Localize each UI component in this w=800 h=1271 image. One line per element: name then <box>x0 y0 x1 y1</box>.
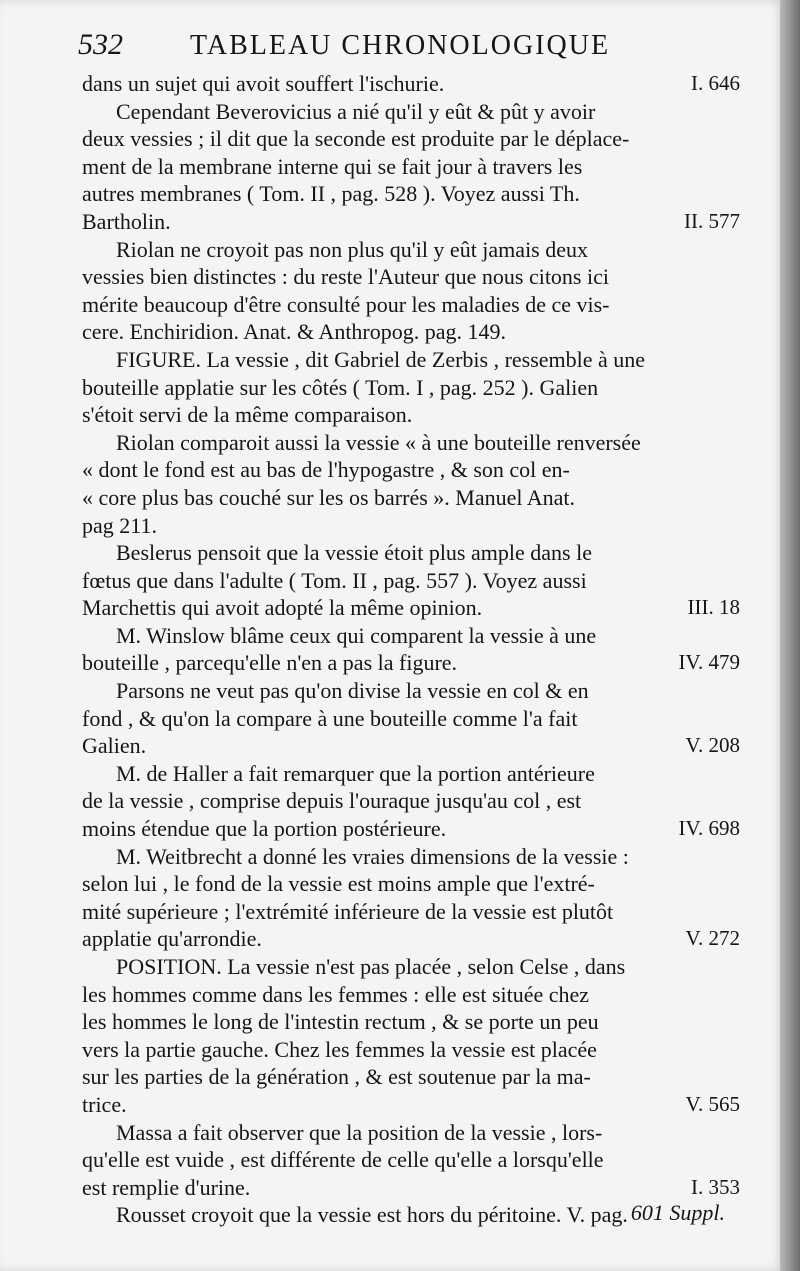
text-body <box>82 70 740 1229</box>
text-line <box>82 787 740 815</box>
text-line <box>82 594 740 622</box>
text-line <box>82 180 740 208</box>
line-text: vessies bien distinctes : du reste l'Auteur que nous citons ici <box>82 264 609 290</box>
page-number: 532 <box>78 28 123 61</box>
text-line <box>82 236 740 264</box>
line-text: « dont le fond est au bas de l'hypogastre , & son col en- <box>82 457 570 483</box>
text-line <box>82 567 740 595</box>
text-line <box>82 208 740 236</box>
text-line <box>82 125 740 153</box>
line-text: trice. <box>82 1091 127 1117</box>
text-line <box>82 870 740 898</box>
line-text: fond , & qu'on la compare à une bouteille comme l'a fait <box>82 705 578 731</box>
line-text: Cependant Beverovicius a nié qu'il y eût & pût y avoir <box>116 98 596 124</box>
text-line <box>82 512 740 540</box>
volume-reference: I. 353 <box>691 1174 740 1199</box>
text-line <box>82 815 740 843</box>
line-text: fœtus que dans l'adulte ( Tom. II , pag. 557 ). Voyez aussi <box>82 567 587 593</box>
text-line <box>82 374 740 402</box>
line-text: qu'elle est vuide , est différente de celle qu'elle a lorsqu'elle <box>82 1147 604 1173</box>
line-text: « core plus bas couché sur les os barrés ». Manuel Anat. <box>82 484 576 510</box>
text-line <box>82 98 740 126</box>
line-text: Bartholin. <box>82 208 171 234</box>
line-text: Galien. <box>82 733 147 759</box>
line-text: M. de Haller a fait remarquer que la portion antérieure <box>116 760 595 786</box>
line-text: sur les parties de la génération , & est soutenue par la ma- <box>82 1064 591 1090</box>
running-title: TABLEAU CHRONOLOGIQUE <box>190 30 611 61</box>
line-text: cere. Enchiridion. Anat. & Anthropog. pag. 149. <box>82 319 507 345</box>
text-line <box>82 732 740 760</box>
line-text: Massa a fait observer que la position de la vessie , lors- <box>116 1119 603 1145</box>
line-text: Parsons ne veut pas qu'on divise la vessie en col & en <box>116 678 589 704</box>
text-line <box>82 953 740 981</box>
line-text: Rousset croyoit que la vessie est hors du péritoine. V. pag. <box>116 1202 628 1228</box>
line-text: vers la partie gauche. Chez les femmes la vessie est placée <box>82 1036 597 1062</box>
text-line <box>82 429 740 457</box>
line-text: pag 211. <box>82 512 157 538</box>
text-line <box>82 153 740 181</box>
volume-reference: I. 646 <box>691 71 740 95</box>
text-line <box>82 705 740 733</box>
text-line <box>82 1091 740 1119</box>
line-text: mité supérieure ; l'extrémité inférieure de la vessie est plutôt <box>82 898 614 924</box>
line-text: M. Winslow blâme ceux qui comparent la vessie à une <box>116 622 597 648</box>
text-line <box>82 622 740 650</box>
text-line <box>82 291 740 319</box>
line-text: Riolan ne croyoit pas non plus qu'il y eût jamais deux <box>116 236 589 262</box>
text-line <box>82 539 740 567</box>
text-line <box>82 70 740 98</box>
line-text: Riolan comparoit aussi la vessie « à une bouteille renversée <box>116 429 641 455</box>
volume-reference: V. 272 <box>685 926 740 951</box>
volume-reference: IV. 479 <box>678 650 740 675</box>
text-line <box>82 981 740 1009</box>
text-line <box>82 1119 740 1147</box>
text-line <box>82 1174 740 1202</box>
volume-reference: III. 18 <box>687 595 740 620</box>
line-text: selon lui , le fond de la vessie est moins ample que l'extré- <box>82 871 595 897</box>
volume-reference: II. 577 <box>684 208 740 233</box>
text-line <box>82 898 740 926</box>
text-line <box>82 760 740 788</box>
page-edge <box>780 0 800 1271</box>
text-line <box>82 401 740 429</box>
volume-reference: V. 208 <box>685 733 740 758</box>
text-line <box>82 1063 740 1091</box>
line-text: deux vessies ; il dit que la seconde est produite par le déplace- <box>82 126 630 152</box>
line-text: est remplie d'urine. <box>82 1174 251 1200</box>
line-text: les hommes le long de l'intestin rectum , & se porte un peu <box>82 1009 599 1035</box>
line-text: s'étoit servi de la même comparaison. <box>82 402 413 428</box>
line-text: applatie qu'arrondie. <box>82 926 262 952</box>
line-text: dans un sujet qui avoit souffert l'ischurie. <box>82 71 445 96</box>
line-text: M. Weitbrecht a donné les vraies dimensions de la vessie : <box>116 843 629 869</box>
text-line <box>82 456 740 484</box>
line-text: bouteille , parcequ'elle n'en a pas la figure. <box>82 650 458 676</box>
text-line <box>82 1146 740 1174</box>
line-text: bouteille applatie sur les côtés ( Tom. I , pag. 252 ). Galien <box>82 374 599 400</box>
line-text: ment de la membrane interne qui se fait jour à travers les <box>82 153 583 179</box>
line-text: mérite beaucoup d'être consulté pour les maladies de ce vis- <box>82 291 610 317</box>
text-line <box>82 1008 740 1036</box>
line-text: moins étendue que la portion postérieure. <box>82 816 447 842</box>
text-line <box>82 346 740 374</box>
text-line <box>82 649 740 677</box>
text-line <box>82 1036 740 1064</box>
line-text: Marchettis qui avoit adopté la même opinion. <box>82 595 483 621</box>
text-line <box>82 677 740 705</box>
page-header <box>78 28 738 68</box>
text-line <box>82 484 740 512</box>
line-text: POSITION. La vessie n'est pas placée , selon Celse , dans <box>116 954 626 979</box>
volume-reference: IV. 698 <box>678 816 740 841</box>
line-text: FIGURE. La vessie , dit Gabriel de Zerbis , ressemble à une <box>116 346 646 372</box>
line-text: Beslerus pensoit que la vessie étoit plus ample dans le <box>116 540 592 566</box>
text-line <box>82 318 740 346</box>
text-line <box>82 925 740 953</box>
text-line <box>82 263 740 291</box>
line-text: de la vessie , comprise depuis l'ouraque jusqu'au col , est <box>82 788 582 814</box>
line-text: les hommes comme dans les femmes : elle est située chez <box>82 981 590 1007</box>
volume-reference: V. 565 <box>685 1091 740 1116</box>
line-text: autres membranes ( Tom. II , pag. 528 ). Voyez aussi Th. <box>82 181 580 207</box>
catchline: 601 Suppl. <box>630 1200 725 1225</box>
text-line <box>82 843 740 871</box>
